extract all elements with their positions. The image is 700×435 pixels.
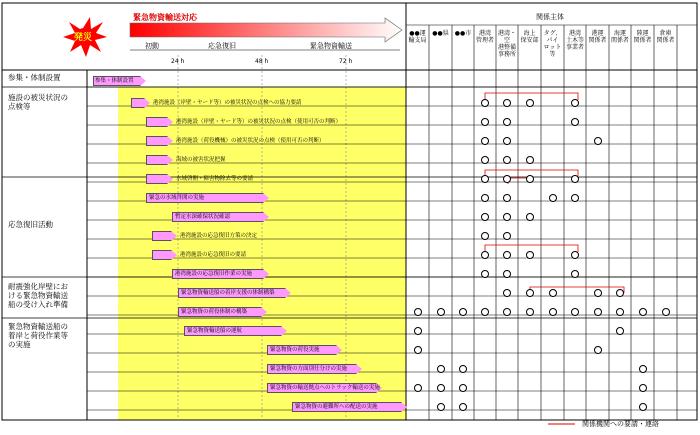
participation-mark: [481, 308, 489, 316]
section-label: 施設の被災状況の 点検等: [8, 93, 68, 111]
participation-mark: [503, 289, 511, 297]
badge-label: 発災: [74, 33, 93, 43]
participation-mark: [481, 175, 489, 183]
task-label: 緊急物資の荷役体制の構築: [181, 309, 248, 315]
task-label: 緊急物資輸送船の運航: [187, 328, 243, 334]
agency-header: 海上 保安部: [520, 30, 539, 44]
participation-mark: [571, 308, 579, 316]
tick-48h: 48 h: [255, 58, 269, 65]
participation-mark: [481, 270, 489, 278]
agencies-title: 関係主体: [536, 13, 564, 21]
participation-mark: [481, 156, 489, 164]
participation-mark: [414, 384, 422, 392]
participation-mark: [594, 289, 602, 297]
participation-mark: [414, 346, 422, 354]
participation-mark: [503, 99, 511, 107]
section-label: 参集・体制設置: [8, 73, 61, 82]
participation-mark: [526, 251, 534, 259]
agency-header: 港湾 管理者: [475, 30, 494, 44]
participation-mark: [571, 251, 579, 259]
participation-mark: [459, 403, 467, 411]
agency-header: ●●県: [432, 30, 449, 37]
participation-mark: [503, 156, 511, 164]
task-label: 緊急物資の方面別仕分けの実施: [270, 366, 348, 372]
task-bar: [131, 98, 145, 108]
participation-mark: [571, 194, 579, 202]
participation-mark: [503, 137, 511, 145]
agency-header: 倉庫 関係者: [656, 30, 675, 44]
task-label: 港湾施設（岸壁・ヤード等）の被災状況の点検（使用可否の判断）: [176, 119, 342, 125]
participation-mark: [414, 327, 422, 335]
task-label: 港湾施設の応急復旧の要請: [180, 252, 247, 258]
task-label: 港湾施設の応急復旧方策の決定: [180, 233, 258, 239]
participation-mark: [481, 194, 489, 202]
task-label: 参集・体制設置: [95, 78, 134, 84]
participation-mark: [616, 308, 624, 316]
agency-header: 港湾・空 港整備 事務所: [497, 30, 516, 58]
agency-header: タグ、 パイ ロット 等: [543, 30, 562, 58]
timeline-title: 緊急物資輸送対応: [133, 13, 197, 22]
task-label: 緊急物資の荷役実施: [270, 347, 320, 353]
task-label: 港湾施設の応急復旧作業の実施: [175, 271, 253, 277]
participation-mark: [481, 137, 489, 145]
participation-mark: [571, 175, 579, 183]
participation-mark: [503, 118, 511, 126]
task-bar: [146, 136, 168, 146]
participation-mark: [459, 384, 467, 392]
participation-mark: [437, 308, 445, 316]
section-label: 耐震強化岸壁にお ける緊急物資輸送 船の受け入れ準備: [8, 282, 68, 309]
participation-mark: [526, 175, 534, 183]
participation-mark: [571, 118, 579, 126]
participation-mark: [503, 213, 511, 221]
task-label: 暫定水深確保状況確認: [175, 214, 231, 220]
participation-mark: [481, 99, 489, 107]
participation-mark: [503, 175, 511, 183]
participation-mark: [526, 289, 534, 297]
participation-mark: [481, 118, 489, 126]
participation-mark: [571, 99, 579, 107]
phase-initial: 初動: [145, 42, 159, 50]
phase-recovery: 応急復旧: [208, 42, 236, 50]
task-bar: [146, 174, 168, 184]
participation-mark: [594, 308, 602, 316]
task-label: 緊急の水域啓開の実施: [149, 195, 205, 201]
participation-mark: [459, 365, 467, 373]
agency-header: 海運 関係者: [610, 30, 629, 44]
participation-mark: [549, 308, 557, 316]
task-label: 緊急物資輸送船の着岸支援の体制構築: [181, 290, 275, 296]
participation-mark: [526, 213, 534, 221]
legend-label: 関係機関への要請・連絡: [582, 420, 659, 428]
participation-mark: [503, 251, 511, 259]
task-bar: [152, 250, 172, 260]
task-bar: [146, 155, 168, 165]
participation-mark: [503, 308, 511, 316]
task-label: 水域啓開・障害物除去等の要請: [176, 176, 254, 182]
participation-mark: [481, 232, 489, 240]
task-bar: [152, 231, 172, 241]
participation-mark: [414, 308, 422, 316]
task-label: 緊急物資の避難所への配送の実施: [295, 404, 378, 410]
participation-mark: [481, 213, 489, 221]
agency-header: 陸運 関係者: [633, 30, 652, 44]
task-bar: [146, 117, 168, 127]
participation-mark: [437, 403, 445, 411]
participation-mark: [616, 327, 624, 335]
participation-mark: [503, 194, 511, 202]
participation-mark: [503, 232, 511, 240]
tick-24h: 24 h: [171, 58, 185, 65]
task-label: 港湾施設（荷役機械）の被災状況の点検（使用可否の判断）: [176, 138, 325, 144]
section-label: 応急復旧活動: [8, 220, 53, 229]
agency-header: ●●運 輸支局: [408, 30, 427, 44]
participation-mark: [639, 384, 647, 392]
participation-mark: [526, 156, 534, 164]
task-label: 港湾施設（岸壁・ヤード等）の被災状況の点検への協力要請: [153, 100, 302, 106]
participation-mark: [571, 270, 579, 278]
participation-mark: [594, 346, 602, 354]
participation-mark: [662, 308, 670, 316]
task-label: 海域の被害状況把握: [176, 157, 226, 163]
participation-mark: [549, 194, 557, 202]
agency-header: 港湾 土木等 事業者: [565, 30, 584, 51]
participation-mark: [594, 137, 602, 145]
participation-mark: [639, 308, 647, 316]
participation-mark: [639, 365, 647, 373]
participation-mark: [526, 99, 534, 107]
phase-transport: 緊急物資輸送: [310, 42, 352, 50]
tick-72h: 72 h: [339, 58, 353, 65]
participation-mark: [526, 308, 534, 316]
participation-mark: [549, 289, 557, 297]
agency-header: 港運 関係者: [588, 30, 607, 44]
participation-mark: [503, 270, 511, 278]
participation-mark: [481, 251, 489, 259]
task-label: 緊急物資の輸送拠点へのトラック輸送の実施: [270, 385, 380, 391]
agency-header: ●●市: [454, 30, 472, 37]
participation-mark: [437, 384, 445, 392]
section-label: 緊急物資輸送船の 着岸と荷役作業等 の実施: [8, 322, 68, 349]
participation-mark: [437, 365, 445, 373]
participation-mark: [616, 289, 624, 297]
participation-mark: [639, 403, 647, 411]
participation-mark: [459, 308, 467, 316]
